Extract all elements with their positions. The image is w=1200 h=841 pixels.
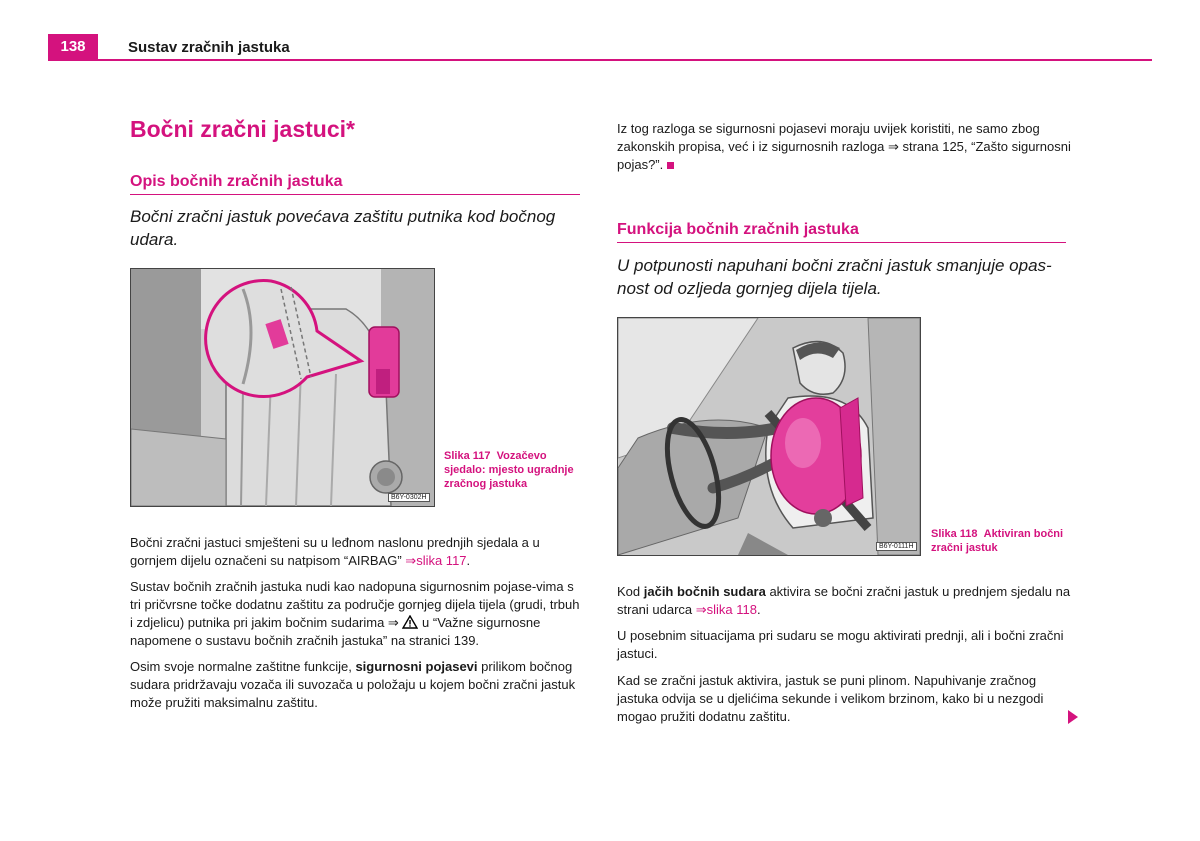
- end-of-section-icon: [667, 162, 674, 169]
- text: Kod: [617, 584, 644, 599]
- figure-driver: [617, 317, 921, 556]
- section-title-function: Funkcija bočnih zračnih jastuka: [617, 221, 1066, 243]
- caption-text: Aktiviran bočni zračni jastuk: [931, 528, 1064, 554]
- paragraph-location: [130, 534, 585, 570]
- header-rule: [48, 59, 1152, 61]
- figure-link[interactable]: ⇒slika 118: [695, 602, 758, 617]
- figure-code: B6Y-0302H: [388, 493, 430, 502]
- text: u “Važne sigurnosne napomene o sustavu bočnih zračnih jastuka” na stranici 139.: [130, 615, 541, 648]
- bold-text: sigurnosni pojasevi: [355, 659, 478, 674]
- paragraph-special: U posebnim situacijama pri sudaru se mogu aktivirati prednji, ali i bočni zračni jastuci.: [617, 628, 1064, 661]
- text: Osim svoje normalne zaštitne funkcije,: [130, 659, 356, 674]
- caption-text: Vozačevo sjedalo: mjesto ugradnje zračnog jastuka: [444, 450, 574, 490]
- figure-seat: [130, 268, 435, 507]
- figure-caption: [444, 449, 574, 491]
- bold-text: jačih bočnih sudara: [643, 584, 766, 599]
- warning-triangle-icon[interactable]: [402, 615, 418, 629]
- paragraph-system: [130, 578, 585, 650]
- text: Iz tog razloga se sigurnosni pojasevi moraju uvijek koristiti, ne samo zbog zakonskih propisa, već i iz sigurnosnih razloga ⇒ strana 125, “Zašto sigurnosni pojas?”.: [617, 121, 1071, 172]
- lead-function: U potpunosti napuhani bočni zračni jastuk smanjuje opas-nost od ozljeda gornjeg dijela tijela.: [617, 256, 1052, 298]
- section-title-description: Opis bočnih zračnih jastuka: [130, 173, 580, 195]
- paragraph-inflation: Kad se zračni jastuk aktivira, jastuk se puni plinom. Napuhivanje zračnog jastuka odvija se u djelićima sekunde i velikom brzinom, kako bi u nezgodi mogao pružiti dodatnu zaštitu.: [617, 673, 1044, 724]
- paragraph-intro: [617, 120, 1072, 174]
- text: prilikom bočnog sudara pridržavaju vozača ili suvozača u položaju u kojem bočni zračni jastuk može pružiti maksimalnu zaštitu.: [130, 659, 576, 710]
- text: Bočni zračni jastuci smješteni su u leđnom naslonu prednjih sjedala a u gornjem dijelu označeni su natpisom “AIRBAG”: [130, 535, 540, 568]
- text: Sustav bočnih zračnih jastuka nudi kao nadopuna sigurnosnim pojase-vima s tri pričvrsne točke dodatnu zaštitu za područje gornjeg dijela tijela (grudi, trbuh i zdjelicu) putnika pri jakim bočnim sudarima ⇒: [130, 579, 580, 630]
- text: aktivira se bočni zračni jastuk u prednjem sjedalu na strani udarca: [617, 584, 1071, 617]
- figure-code: B6Y-0111H: [876, 542, 917, 551]
- next-page-arrow-icon[interactable]: [1068, 710, 1078, 724]
- driver-airbag-illustration: [618, 318, 920, 555]
- caption-number: Slika 117: [444, 450, 491, 462]
- text: .: [466, 553, 471, 568]
- caption-number: Slika 118: [931, 528, 978, 540]
- page-number: 138: [48, 34, 98, 60]
- paragraph-activation: [617, 583, 1072, 619]
- paragraph-belts: [130, 658, 585, 712]
- figure-caption: [931, 527, 1071, 555]
- text: .: [757, 602, 761, 617]
- lead-description: Bočni zračni jastuk povećava zaštitu putnika kod bočnog udara.: [130, 207, 556, 249]
- chapter-title: Sustav zračnih jastuka: [128, 39, 290, 56]
- seat-illustration: [131, 269, 434, 506]
- figure-link[interactable]: ⇒slika 117: [405, 553, 467, 568]
- page-title: Bočni zračni jastuci*: [130, 116, 355, 142]
